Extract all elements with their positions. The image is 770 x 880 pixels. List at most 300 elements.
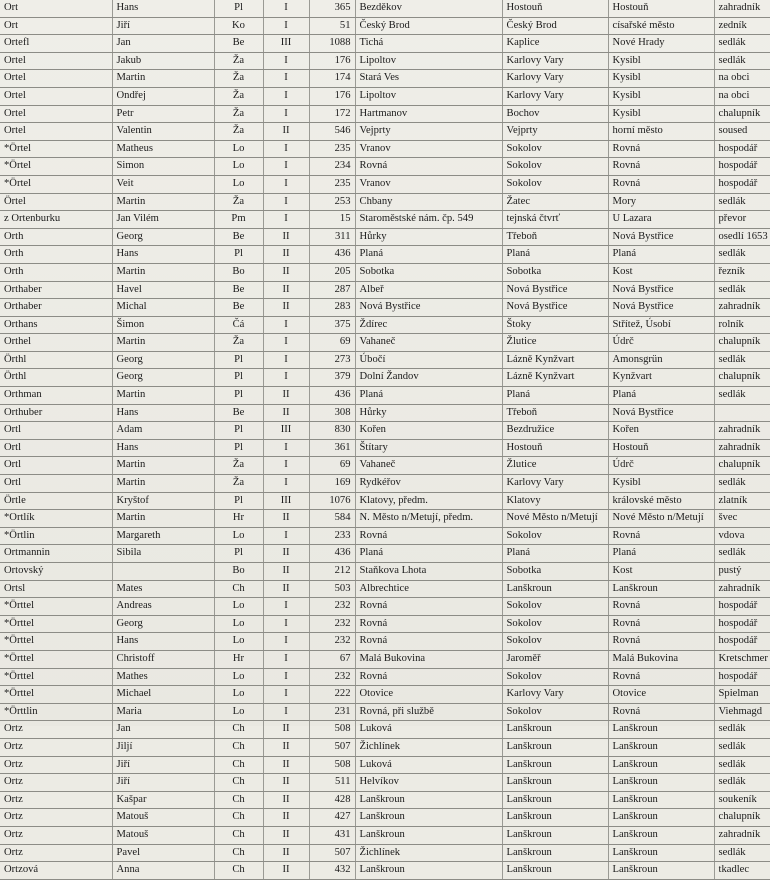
table-row [0,774,770,792]
region-code-cell: Ch [214,826,263,844]
record-number-cell: 308 [309,404,355,422]
region-code-cell: Ch [214,756,263,774]
occupation-cell: sedlák [714,387,770,405]
place-cell: Luková [355,721,502,739]
surname-cell: Orth [0,263,112,281]
estate-cell: Karlovy Vary [502,70,608,88]
volume-cell: II [263,263,309,281]
given-name-cell: Anna [112,862,214,880]
surname-cell: Orthaber [0,299,112,317]
estate-cell: Nová Bystřice [502,299,608,317]
place-cell: Lanškroun [355,809,502,827]
domain-cell: Lanškroun [608,844,714,862]
occupation-cell: sedlák [714,35,770,53]
occupation-cell: hospodář [714,668,770,686]
volume-cell: III [263,35,309,53]
table-row [0,422,770,440]
region-code-cell: Pl [214,369,263,387]
place-cell: Albrechtice [355,580,502,598]
estate-cell: Český Brod [502,17,608,35]
volume-cell: I [263,369,309,387]
place-cell: Vejprty [355,123,502,141]
estate-cell: tejnská čtvrť [502,211,608,229]
surname-cell: Ort [0,0,112,17]
given-name-cell: Hans [112,439,214,457]
place-cell: Rovná [355,598,502,616]
place-cell: Český Brod [355,17,502,35]
place-cell: Klatovy, předm. [355,492,502,510]
table-row [0,17,770,35]
occupation-cell: řezník [714,263,770,281]
estate-cell: Sokolov [502,158,608,176]
given-name-cell: Jan [112,721,214,739]
region-code-cell: Ch [214,738,263,756]
domain-cell: Lanškroun [608,738,714,756]
domain-cell: Nové Město n/Metují [608,510,714,528]
place-cell: Nová Bystřice [355,299,502,317]
record-number-cell: 436 [309,545,355,563]
region-code-cell: Pl [214,422,263,440]
record-number-cell: 379 [309,369,355,387]
volume-cell: I [263,70,309,88]
domain-cell: Kysibl [608,52,714,70]
table-row [0,650,770,668]
record-number-cell: 69 [309,457,355,475]
surname-cell: Örthl [0,351,112,369]
estate-cell: Hostouň [502,0,608,17]
record-number-cell: 311 [309,228,355,246]
record-number-cell: 15 [309,211,355,229]
table-row [0,439,770,457]
record-number-cell: 507 [309,844,355,862]
table-row [0,140,770,158]
given-name-cell: Martin [112,334,214,352]
place-cell: Vranov [355,175,502,193]
volume-cell: I [263,686,309,704]
estate-cell: Vejprty [502,123,608,141]
given-name-cell: Michael [112,686,214,704]
domain-cell: Hostouň [608,0,714,17]
occupation-cell: vdova [714,527,770,545]
surname-cell: *Örttel [0,598,112,616]
estate-cell: Sokolov [502,140,608,158]
estate-cell: Karlovy Vary [502,475,608,493]
domain-cell: Lanškroun [608,862,714,880]
domain-cell: Planá [608,246,714,264]
table-row [0,510,770,528]
surname-cell: Ortz [0,738,112,756]
occupation-cell: sedlák [714,281,770,299]
place-cell: Vahaneč [355,334,502,352]
given-name-cell: Jan Vilém [112,211,214,229]
surname-cell: Ortz [0,844,112,862]
table-row [0,175,770,193]
estate-cell: Žatec [502,193,608,211]
given-name-cell: Havel [112,281,214,299]
given-name-cell: Martin [112,70,214,88]
surname-cell: Ortsl [0,580,112,598]
place-cell: Lipoltov [355,52,502,70]
domain-cell: Nová Bystřice [608,404,714,422]
table-row [0,263,770,281]
record-number-cell: 273 [309,351,355,369]
domain-cell: Hostouň [608,439,714,457]
given-name-cell: Maria [112,703,214,721]
record-number-cell: 235 [309,140,355,158]
given-name-cell: Simon [112,158,214,176]
domain-cell: Rovná [608,175,714,193]
volume-cell: II [263,809,309,827]
domain-cell: Lanškroun [608,791,714,809]
estate-cell: Třeboň [502,228,608,246]
region-code-cell: Ko [214,17,263,35]
table-row [0,87,770,105]
table-row [0,123,770,141]
domain-cell: Lanškroun [608,826,714,844]
record-number-cell: 375 [309,316,355,334]
record-number-cell: 427 [309,809,355,827]
record-number-cell: 361 [309,439,355,457]
record-number-cell: 507 [309,738,355,756]
surname-cell: Orthel [0,334,112,352]
region-code-cell: Lo [214,703,263,721]
domain-cell: Rovná [608,527,714,545]
record-number-cell: 231 [309,703,355,721]
table-row [0,527,770,545]
record-number-cell: 69 [309,334,355,352]
record-number-cell: 232 [309,668,355,686]
occupation-cell: hospodář [714,158,770,176]
surname-cell: Ortz [0,774,112,792]
domain-cell: Otovice [608,686,714,704]
occupation-cell: zlatník [714,492,770,510]
occupation-cell: Spielman [714,686,770,704]
estate-cell: Sobotka [502,263,608,281]
given-name-cell: Mates [112,580,214,598]
domain-cell: Lanškroun [608,756,714,774]
region-code-cell: Lo [214,140,263,158]
volume-cell: III [263,422,309,440]
record-number-cell: 511 [309,774,355,792]
table-row [0,580,770,598]
estate-cell: Žlutice [502,457,608,475]
region-code-cell: Ch [214,580,263,598]
occupation-cell: sedlák [714,545,770,563]
region-code-cell: Čá [214,316,263,334]
occupation-cell: zahradník [714,0,770,17]
place-cell: Chbany [355,193,502,211]
estate-cell: Hostouň [502,439,608,457]
given-name-cell [112,563,214,581]
estate-cell: Nová Bystřice [502,281,608,299]
volume-cell: II [263,791,309,809]
record-number-cell: 503 [309,580,355,598]
place-cell: N. Město n/Metují, předm. [355,510,502,528]
estate-cell: Lanškroun [502,826,608,844]
region-code-cell: Lo [214,158,263,176]
region-code-cell: Be [214,228,263,246]
record-number-cell: 176 [309,87,355,105]
given-name-cell: Jiří [112,756,214,774]
occupation-cell: sedlák [714,193,770,211]
table-row [0,563,770,581]
domain-cell: Kysibl [608,70,714,88]
volume-cell: II [263,756,309,774]
region-code-cell: Ža [214,105,263,123]
surname-cell: Ort [0,17,112,35]
region-code-cell: Ža [214,457,263,475]
table-row [0,369,770,387]
place-cell: Dolní Žandov [355,369,502,387]
domain-cell: Malá Bukovina [608,650,714,668]
domain-cell: Rovná [608,703,714,721]
region-code-cell: Ža [214,123,263,141]
record-number-cell: 212 [309,563,355,581]
record-number-cell: 287 [309,281,355,299]
table-row [0,475,770,493]
record-number-cell: 232 [309,633,355,651]
given-name-cell: Martin [112,457,214,475]
estate-cell: Sokolov [502,175,608,193]
place-cell: Albeř [355,281,502,299]
record-number-cell: 1076 [309,492,355,510]
record-number-cell: 232 [309,598,355,616]
given-name-cell: Martin [112,510,214,528]
surname-cell: Ortefl [0,35,112,53]
place-cell: Planá [355,246,502,264]
record-number-cell: 67 [309,650,355,668]
place-cell: Planá [355,545,502,563]
estate-cell: Lanškroun [502,791,608,809]
domain-cell: Kost [608,263,714,281]
given-name-cell: Kryštof [112,492,214,510]
volume-cell: I [263,193,309,211]
region-code-cell: Ža [214,70,263,88]
place-cell: Stará Ves [355,70,502,88]
occupation-cell: sedlák [714,738,770,756]
region-code-cell: Lo [214,615,263,633]
given-name-cell: Valentin [112,123,214,141]
surname-cell: z Ortenburku [0,211,112,229]
volume-cell: I [263,703,309,721]
surname-cell: Ortl [0,439,112,457]
region-code-cell: Ch [214,809,263,827]
place-cell: Rovná [355,668,502,686]
given-name-cell: Hans [112,246,214,264]
record-number-cell: 365 [309,0,355,17]
volume-cell: I [263,0,309,17]
occupation-cell: hospodář [714,175,770,193]
given-name-cell: Christoff [112,650,214,668]
occupation-cell: chalupník [714,809,770,827]
given-name-cell: Hans [112,633,214,651]
volume-cell: II [263,387,309,405]
occupation-cell: rolník [714,316,770,334]
volume-cell: I [263,598,309,616]
given-name-cell: Hans [112,404,214,422]
surname-cell: Ortz [0,791,112,809]
given-name-cell: Martin [112,193,214,211]
domain-cell: Kysibl [608,475,714,493]
place-cell: Lanškroun [355,826,502,844]
region-code-cell: Ža [214,334,263,352]
surname-cell: *Örtlin [0,527,112,545]
domain-cell: U Lazara [608,211,714,229]
volume-cell: I [263,668,309,686]
table-row [0,334,770,352]
estate-cell: Lanškroun [502,862,608,880]
volume-cell: I [263,17,309,35]
surname-cell: *Örtel [0,158,112,176]
domain-cell: císařské město [608,17,714,35]
surname-cell: *Örttel [0,633,112,651]
record-number-cell: 235 [309,175,355,193]
record-number-cell: 436 [309,387,355,405]
given-name-cell: Martin [112,387,214,405]
volume-cell: II [263,510,309,528]
domain-cell: Planá [608,387,714,405]
estate-cell: Lanškroun [502,844,608,862]
place-cell: Rydkéřov [355,475,502,493]
table-row [0,105,770,123]
estate-cell: Planá [502,246,608,264]
record-number-cell: 172 [309,105,355,123]
volume-cell: I [263,633,309,651]
surname-cell: Ortel [0,123,112,141]
region-code-cell: Be [214,35,263,53]
domain-cell: Amonsgrün [608,351,714,369]
given-name-cell: Georg [112,228,214,246]
estate-cell: Lázně Kynžvart [502,351,608,369]
table-row [0,545,770,563]
region-code-cell: Lo [214,668,263,686]
surname-cell: Orthans [0,316,112,334]
estate-cell: Nové Město n/Metují [502,510,608,528]
given-name-cell: Pavel [112,844,214,862]
occupation-cell: chalupník [714,457,770,475]
estate-cell: Štoky [502,316,608,334]
given-name-cell: Petr [112,105,214,123]
table-row [0,598,770,616]
table-row [0,228,770,246]
place-cell: Rovná [355,633,502,651]
volume-cell: I [263,140,309,158]
estate-cell: Klatovy [502,492,608,510]
region-code-cell: Pl [214,351,263,369]
occupation-cell: sedlák [714,721,770,739]
estate-cell: Jaroměř [502,650,608,668]
region-code-cell: Ža [214,52,263,70]
surname-cell: Orth [0,228,112,246]
table-row [0,299,770,317]
region-code-cell: Lo [214,527,263,545]
occupation-cell: hospodář [714,615,770,633]
region-code-cell: Hr [214,510,263,528]
place-cell: Vranov [355,140,502,158]
table-row [0,809,770,827]
record-number-cell: 431 [309,826,355,844]
given-name-cell: Kašpar [112,791,214,809]
record-number-cell: 174 [309,70,355,88]
occupation-cell: tkadlec [714,862,770,880]
record-number-cell: 283 [309,299,355,317]
domain-cell: Lanškroun [608,809,714,827]
occupation-cell: na obci [714,87,770,105]
volume-cell: II [263,826,309,844]
given-name-cell: Sibila [112,545,214,563]
domain-cell: Rovná [608,140,714,158]
given-name-cell: Hans [112,0,214,17]
domain-cell: Rovná [608,615,714,633]
volume-cell: I [263,475,309,493]
occupation-cell [714,404,770,422]
occupation-cell: chalupník [714,334,770,352]
volume-cell: II [263,228,309,246]
occupation-cell: sedlák [714,52,770,70]
estate-cell: Lanškroun [502,738,608,756]
record-number-cell: 205 [309,263,355,281]
surname-cell: Ortel [0,52,112,70]
record-number-cell: 169 [309,475,355,493]
table-row [0,211,770,229]
given-name-cell: Matouš [112,809,214,827]
place-cell: Rovná [355,158,502,176]
estate-cell: Lázně Kynžvart [502,369,608,387]
table-row [0,246,770,264]
surname-cell: Orthuber [0,404,112,422]
domain-cell: Nová Bystřice [608,228,714,246]
occupation-cell: zahradník [714,299,770,317]
record-number-cell: 508 [309,756,355,774]
surname-cell: *Örttel [0,686,112,704]
volume-cell: I [263,527,309,545]
region-code-cell: Pl [214,439,263,457]
record-number-cell: 253 [309,193,355,211]
domain-cell: Kysibl [608,87,714,105]
table-row [0,756,770,774]
domain-cell: Kysibl [608,105,714,123]
occupation-cell: sedlák [714,844,770,862]
estate-cell: Planá [502,545,608,563]
domain-cell: královské město [608,492,714,510]
given-name-cell: Andreas [112,598,214,616]
region-code-cell: Pl [214,0,263,17]
volume-cell: II [263,844,309,862]
volume-cell: III [263,492,309,510]
given-name-cell: Jiří [112,774,214,792]
given-name-cell: Šimon [112,316,214,334]
place-cell: Bezděkov [355,0,502,17]
surname-cell: Ortz [0,721,112,739]
occupation-cell: na obci [714,70,770,88]
surname-cell: Ortel [0,70,112,88]
place-cell: Hůrky [355,404,502,422]
table-row [0,35,770,53]
occupation-cell: zahradník [714,439,770,457]
surname-cell: Ortel [0,105,112,123]
surname-cell: Ortz [0,826,112,844]
surname-cell: *Örttel [0,615,112,633]
place-cell: Lanškroun [355,862,502,880]
region-code-cell: Lo [214,175,263,193]
region-code-cell: Ch [214,774,263,792]
place-cell: Štítary [355,439,502,457]
surname-cell: Ortzová [0,862,112,880]
record-number-cell: 584 [309,510,355,528]
given-name-cell: Georg [112,615,214,633]
occupation-cell: sedlák [714,756,770,774]
surname-cell: Ortel [0,87,112,105]
